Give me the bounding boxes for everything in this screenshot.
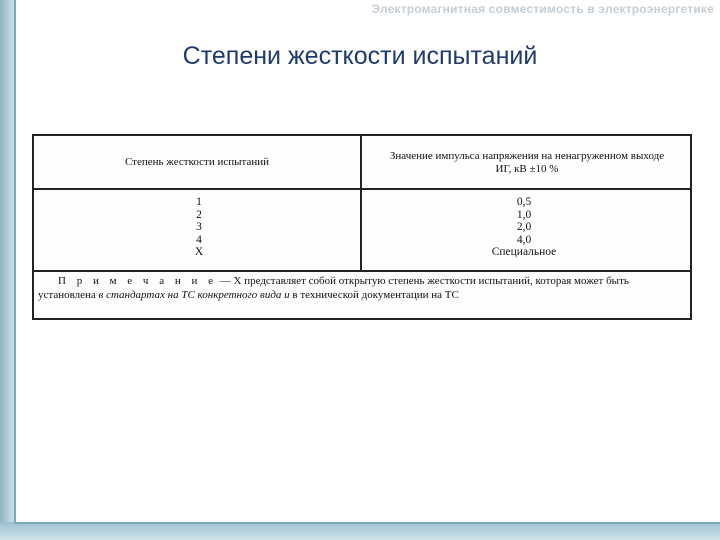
column-header-level: Степень жесткости испытаний (124, 156, 270, 168)
value-cell: 1,0 (516, 208, 532, 221)
slide-title: Степени жесткости испытаний (182, 42, 538, 70)
value-cell: 2,0 (516, 221, 532, 234)
note-label: П р и м е ч а н и е (58, 275, 217, 287)
note-text-3: в стандартах на ТС конкретного вида и (98, 289, 290, 301)
levels-column (184, 196, 214, 259)
note-divider (34, 270, 690, 272)
values-column (464, 196, 584, 259)
bottom-frame-line (14, 522, 720, 524)
column-divider (360, 136, 362, 272)
header-divider (34, 188, 690, 190)
value-cell: 0,5 (516, 196, 532, 208)
level-cell: 1 (196, 196, 202, 208)
table-note (38, 274, 688, 302)
value-cell: Специальное (491, 246, 557, 259)
note-text-4: в технической документации на ТС (289, 289, 459, 301)
level-cell: 4 (196, 233, 202, 246)
column-header-voltage-line2: ИГ, кВ ±10 % (495, 163, 559, 175)
bottom-frame-band (0, 522, 720, 540)
scanned-table (32, 134, 692, 320)
slide-header: Электромагнитная совместимость в электроэнергетике (371, 2, 714, 16)
value-cell: 4,0 (516, 233, 532, 246)
level-cell: 2 (196, 208, 202, 221)
note-text-1: — X представляет собой открытую степень жесткости испытаний, которая может быть (217, 275, 629, 287)
note-line2 (38, 288, 688, 302)
note-text-2: установлена (38, 289, 99, 301)
column-header-voltage-line1: Значение импульса напряжения на ненагруженном выходе (389, 150, 665, 162)
note-line1 (38, 274, 688, 288)
left-frame-line (14, 0, 16, 522)
level-cell: X (194, 246, 204, 259)
level-cell: 3 (196, 221, 202, 234)
column-header-voltage (364, 150, 690, 176)
